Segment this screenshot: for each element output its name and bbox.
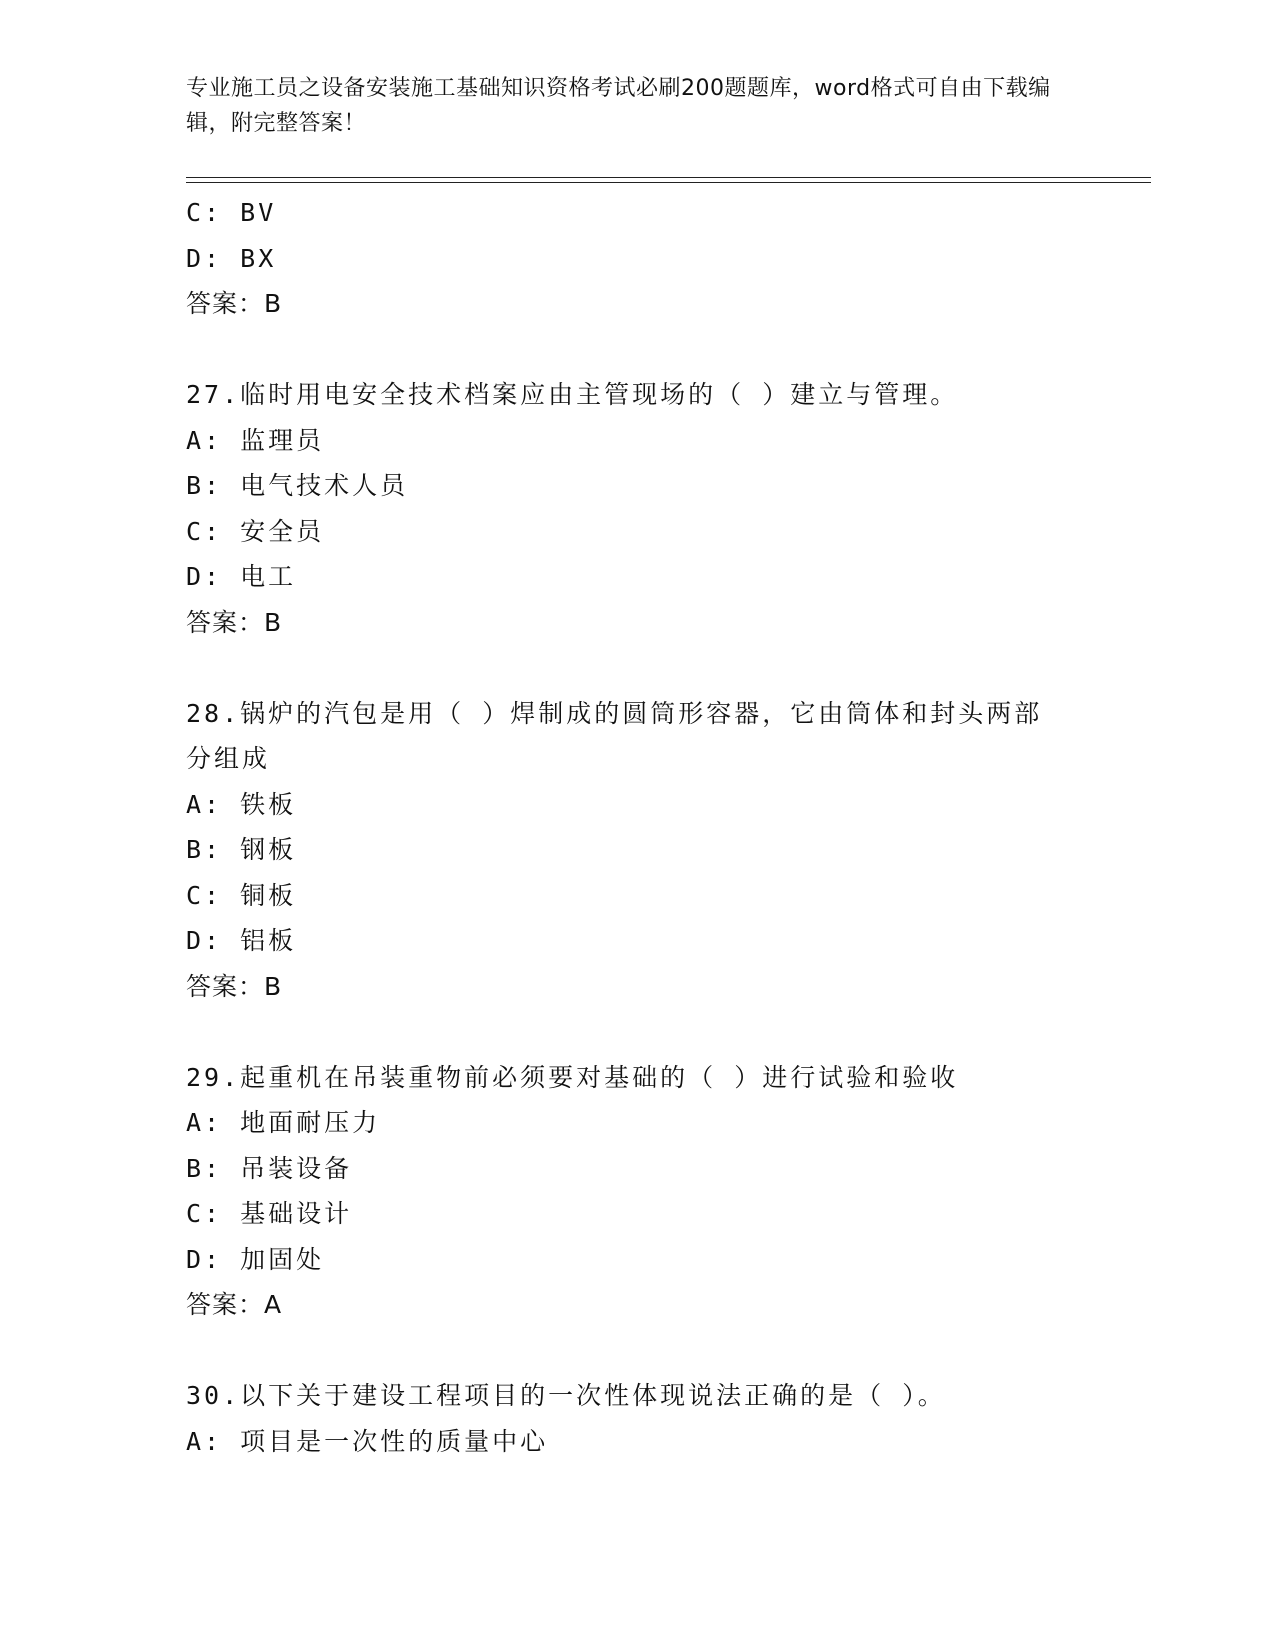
answer: 答案：B xyxy=(186,607,283,637)
option-c: C: 安全员 xyxy=(186,516,325,546)
question-29 xyxy=(186,1055,1151,1328)
question-28 xyxy=(186,691,1151,1010)
spacer xyxy=(186,645,1151,691)
answer: 答案：A xyxy=(186,1290,283,1319)
question-stem: 27.临时用电安全技术档案应由主管现场的（ ）建立与管理。 xyxy=(186,380,959,409)
answer: 答案：B xyxy=(186,289,283,318)
option-d: D: 铝板 xyxy=(186,926,297,955)
option-d: D: 电工 xyxy=(186,562,297,591)
option-d: D: BX xyxy=(186,243,277,273)
option-a: A: 铁板 xyxy=(186,789,297,819)
option-a: A: 项目是一次性的质量中心 xyxy=(186,1426,549,1456)
option-a: A: 地面耐压力 xyxy=(186,1108,381,1137)
spacer xyxy=(186,327,1151,373)
spacer xyxy=(186,1328,1151,1374)
header-rule-bottom xyxy=(186,182,1151,183)
question-stem: 28.锅炉的汽包是用（ ）焊制成的圆筒形容器，它由筒体和封头两部分组成 xyxy=(186,698,1043,773)
question-stem: 29.起重机在吊装重物前必须要对基础的（ ）进行试验和验收 xyxy=(186,1062,959,1092)
option-b: B: 钢板 xyxy=(186,835,297,864)
question-26-partial xyxy=(186,190,1151,327)
question-30 xyxy=(186,1373,1151,1464)
option-c: C: 铜板 xyxy=(186,880,297,910)
header-rule-top xyxy=(186,177,1151,178)
question-27 xyxy=(186,372,1151,645)
answer: 答案：B xyxy=(186,971,283,1001)
question-stem: 30.以下关于建设工程项目的一次性体现说法正确的是（ ）。 xyxy=(186,1381,946,1410)
spacer xyxy=(186,1009,1151,1055)
option-c: C: 基础设计 xyxy=(186,1199,353,1228)
question-list xyxy=(186,190,1151,1464)
option-d: D: 加固处 xyxy=(186,1244,325,1274)
option-c: C: BV xyxy=(186,198,277,227)
option-b: B: 电气技术人员 xyxy=(186,471,409,500)
document-title: 专业施工员之设备安装施工基础知识资格考试必刷200题题库，word格式可自由下载编辑，附完整答案！ xyxy=(186,76,1051,136)
option-a: A: 监理员 xyxy=(186,425,325,455)
option-b: B: 吊装设备 xyxy=(186,1153,353,1183)
